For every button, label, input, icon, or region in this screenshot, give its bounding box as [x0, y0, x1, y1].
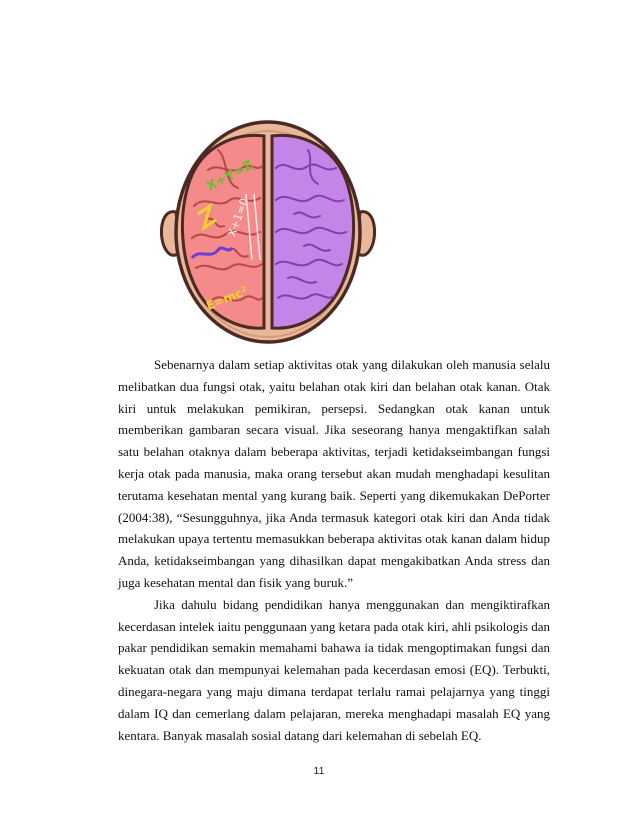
paragraph-1: Sebenarnya dalam setiap aktivitas otak yang dilakukan oleh manusia selalu melibatkan dua fungsi otak, yaitu belahan otak kiri dan belahan otak kanan. Otak kiri untuk melakukan pemikiran, persepsi. Sedangkan otak kanan untuk memberikan gambaran secara visual. Jika seseorang hanya mengaktifkan salah satu belahan otaknya dalam beberapa aktivitas, terjadi ketidakseimbangan fungsi kerja otak pada manusia, maka orang tersebut akan mudah menghadapi kesulitan terutama kesehatan mental yang kurang baik. Seperti yang dikemukakan DePorter (2004:38), “Sesungguhnya, jika Anda termasuk kategori otak kiri dan Anda tidak melakukan upaya tertentu memasukkan beberapa aktivitas otak kanan dalam hidup Anda, ketidakseimbangan yang dihasilkan dapat mengakibatkan Anda stress dan juga kesehatan mental dan fisik yang buruk.” [118, 357, 550, 590]
body-text [118, 354, 550, 746]
formula-x1: X+1=0 [225, 196, 252, 239]
brain-illustration [158, 110, 378, 350]
formula-xyz: X+Y=Z [204, 157, 256, 195]
formula-emc: E=mc² [204, 283, 250, 313]
brain-hemispheres-svg [158, 110, 378, 350]
paragraph-2: Jika dahulu bidang pendidikan hanya menggunakan dan mengiktirafkan kecerdasan intelek iaitu penggunaan yang ketara pada otak kiri, ahli psikologis dan pakar pendidikan semakin memahami bahawa ia tidak mengoptimakan fungsi dan kekuatan otak dan mempunyai kelemahan pada kecerdasan emosi (EQ). Terbukti, dinegara-negara yang maju dimana terdapat terlalu ramai pelajarnya yang tinggi dalam IQ dan cemerlang dalam pelajaran, mereka menghadapi masalah EQ yang kentara. Banyak masalah sosial datang dari kelemahan di sebelah EQ. [118, 596, 550, 743]
page-number: 11 [313, 765, 325, 777]
